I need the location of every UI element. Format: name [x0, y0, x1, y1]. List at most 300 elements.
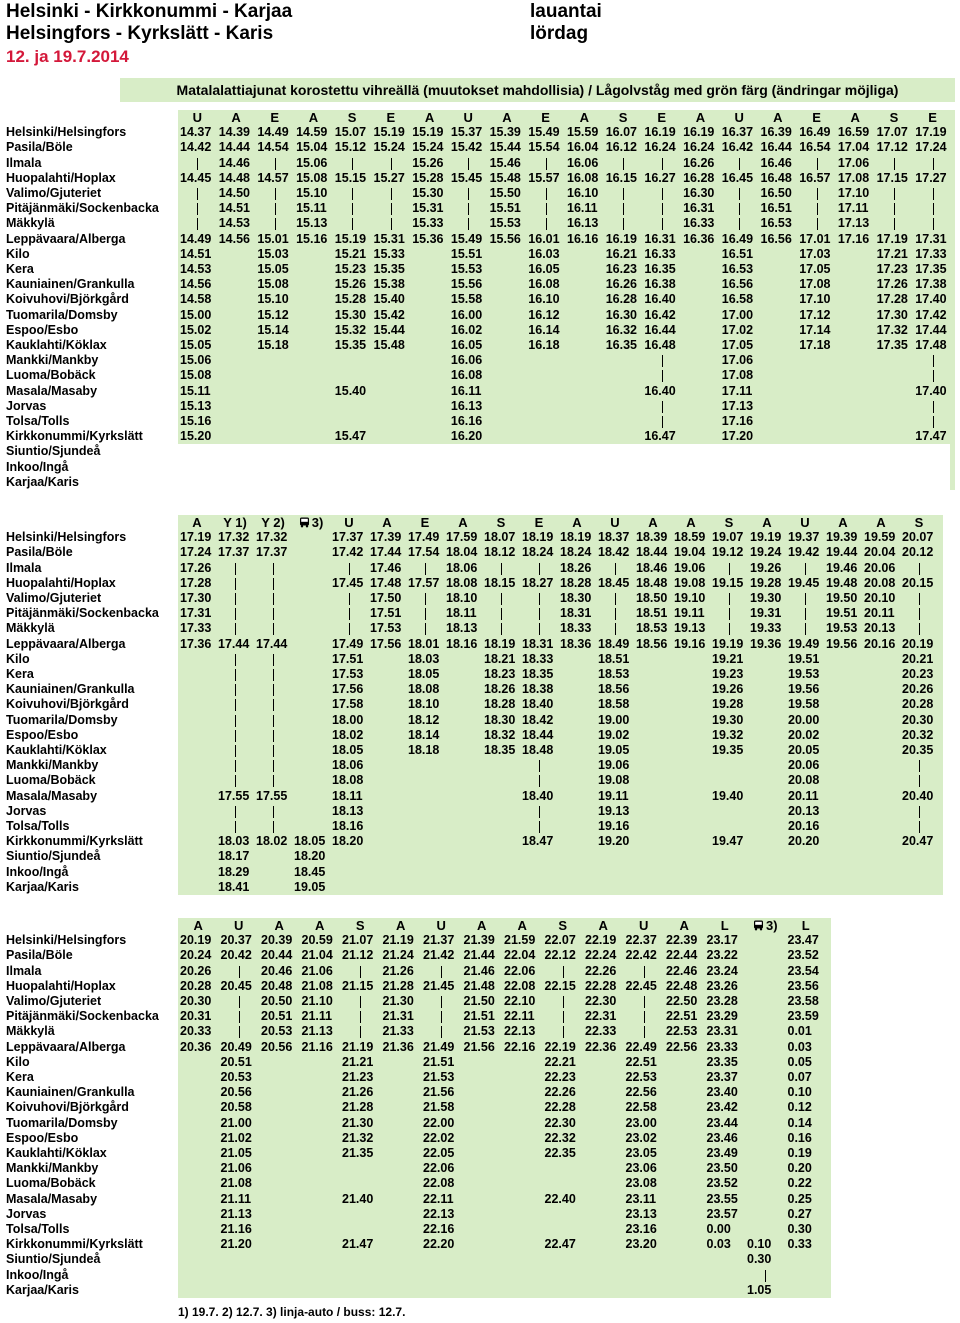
passes-through-bar — [273, 745, 274, 757]
departure-time: 19.12 — [712, 545, 744, 560]
passes-through-bar — [501, 593, 502, 605]
departure-time: 17.14 — [799, 322, 831, 337]
departure-time: 16.36 — [683, 231, 715, 246]
departure-time: 23.40 — [706, 1085, 738, 1100]
departure-time: 16.28 — [605, 292, 637, 307]
departure-time: 20.13 — [788, 803, 820, 818]
departure-time: 19.13 — [598, 803, 630, 818]
departure-time: 17.10 — [799, 292, 831, 307]
service-code-text: E — [534, 515, 544, 530]
station-name: Siuntio/Sjundeå — [6, 1252, 101, 1267]
service-code — [672, 515, 710, 530]
low-floor-banner: Matalalattiajunat korostettu vihreällä (muutokset mahdollisia) / Lågolvståg med grön färg (ändringar möjliga) — [120, 78, 955, 102]
departure-time: 18.16 — [332, 819, 364, 833]
departure-time: 16.23 — [605, 262, 637, 276]
passes-through-bar — [360, 1026, 361, 1038]
departure-time: 0.16 — [787, 1130, 812, 1145]
departure-time: 19.20 — [598, 834, 630, 849]
departure-time: 17.24 — [180, 545, 212, 560]
departure-time: 19.08 — [598, 773, 630, 788]
departure-time: 20.10 — [864, 591, 896, 605]
departure-time: 14.57 — [257, 170, 289, 185]
departure-time: 18.40 — [522, 697, 554, 712]
departure-time: 0.25 — [787, 1191, 812, 1206]
departure-time: 18.27 — [522, 575, 554, 590]
departure-time: 21.26 — [382, 963, 414, 978]
departure-time: 17.02 — [721, 322, 754, 337]
departure-time: 19.06 — [674, 560, 706, 575]
departure-time: 16.40 — [644, 383, 676, 398]
departure-time: 21.06 — [301, 963, 333, 978]
departure-time: 15.04 — [296, 140, 328, 155]
departure-time: 20.51 — [220, 1054, 252, 1069]
departure-time: 22.06 — [504, 963, 536, 978]
departure-time: 17.51 — [370, 606, 402, 621]
departure-time: 21.07 — [342, 933, 374, 948]
passes-through-bar — [441, 1026, 442, 1038]
departure-time: 0.20 — [787, 1161, 812, 1176]
service-code-text: U — [800, 515, 810, 530]
departure-time: 21.48 — [463, 978, 495, 993]
service-code — [624, 918, 665, 933]
departure-time: 22.53 — [625, 1070, 657, 1084]
departure-time: 18.19 — [522, 530, 554, 545]
station-name: Mankki/Mankby — [6, 758, 99, 773]
departure-time: 16.00 — [450, 307, 483, 322]
service-code-text: A — [458, 515, 468, 530]
passes-through-bar — [235, 669, 236, 681]
service-code — [565, 110, 604, 125]
departure-time: 16.50 — [760, 186, 792, 200]
station-name: Kauniainen/Grankulla — [6, 1085, 135, 1100]
departure-time: 16.56 — [760, 231, 792, 246]
departure-time: 16.18 — [528, 338, 560, 352]
departure-time: 16.33 — [644, 246, 676, 261]
departure-time: 18.36 — [560, 636, 592, 651]
service-code-text: A — [838, 515, 848, 530]
departure-time: 15.30 — [412, 186, 444, 200]
departure-time: 16.51 — [760, 201, 792, 216]
departure-time: 15.32 — [334, 322, 367, 337]
passes-through-bar — [441, 966, 442, 978]
service-code — [449, 110, 488, 125]
departure-time: 17.26 — [180, 560, 212, 575]
departure-time: 22.56 — [666, 1039, 698, 1054]
passes-through-bar — [441, 996, 442, 1008]
departure-time: 21.19 — [342, 1039, 374, 1054]
departure-time: 0.01 — [787, 1024, 812, 1039]
departure-time: 17.05 — [721, 338, 754, 352]
departure-time: 23.05 — [625, 1146, 657, 1160]
departure-time: 23.55 — [706, 1191, 738, 1206]
departure-time: 23.31 — [706, 1024, 738, 1039]
departure-time: 21.26 — [342, 1085, 374, 1100]
departure-time: 21.56 — [463, 1039, 495, 1054]
departure-time: 19.13 — [674, 621, 706, 636]
service-code-text: A — [502, 110, 512, 125]
departure-time: 20.53 — [220, 1070, 252, 1084]
passes-through-bar — [933, 401, 934, 413]
departure-time: 19.51 — [788, 651, 820, 666]
passes-through-bar — [468, 188, 469, 200]
departure-time: 18.39 — [636, 530, 668, 545]
service-code — [488, 110, 527, 125]
departure-time: 16.13 — [567, 216, 599, 231]
departure-time: 15.07 — [334, 125, 367, 140]
departure-time: 15.16 — [180, 414, 212, 428]
passes-through-bar — [739, 218, 740, 230]
departure-time: 15.19 — [334, 231, 367, 246]
passes-through-bar — [894, 203, 895, 215]
station-name: Mankki/Mankby — [6, 353, 99, 368]
service-code-text: U — [734, 110, 744, 125]
departure-time: 23.44 — [706, 1115, 738, 1130]
service-code — [913, 110, 952, 125]
passes-through-bar — [273, 669, 274, 681]
passes-through-bar — [539, 806, 540, 818]
departure-time: 17.51 — [332, 651, 364, 666]
departure-time: 19.45 — [788, 575, 820, 590]
passes-through-bar — [235, 684, 236, 696]
departure-time: 15.30 — [334, 307, 367, 322]
passes-through-bar — [239, 996, 240, 1008]
departure-time: 16.16 — [567, 231, 599, 246]
service-code-text: 3) — [311, 515, 324, 530]
departure-time: 21.19 — [382, 933, 414, 948]
departure-time: 15.28 — [334, 292, 367, 307]
passes-through-bar — [644, 1011, 645, 1023]
departure-time: 19.56 — [826, 636, 858, 651]
departure-time: 15.26 — [412, 155, 444, 170]
departure-time: 16.19 — [683, 125, 715, 140]
departure-time: 22.13 — [504, 1024, 536, 1039]
passes-through-bar — [425, 593, 426, 605]
departure-time: 17.18 — [799, 338, 831, 352]
station-name: Jorvas — [6, 803, 47, 818]
passes-through-bar — [425, 563, 426, 575]
departure-time: 18.08 — [446, 575, 478, 590]
station-name: Kera — [6, 667, 34, 681]
departure-time: 22.58 — [625, 1100, 657, 1115]
departure-time: 16.01 — [528, 231, 560, 246]
departure-time: 18.24 — [522, 545, 554, 560]
route-title-sv: Helsingfors - Kyrkslätt - Karis — [6, 23, 274, 44]
passes-through-bar — [235, 699, 236, 711]
passes-through-bar — [235, 608, 236, 620]
service-code-text: S — [618, 110, 628, 125]
departure-time: 18.33 — [560, 621, 592, 636]
departure-time: 17.05 — [799, 262, 831, 276]
passes-through-bar — [197, 158, 198, 170]
departure-time: 17.42 — [332, 545, 364, 560]
departure-time: 21.30 — [382, 994, 414, 1008]
departure-time: 16.08 — [567, 170, 599, 185]
departure-time: 18.05 — [332, 743, 364, 757]
departure-time: 15.40 — [373, 292, 405, 307]
departure-time: 22.37 — [625, 933, 657, 948]
departure-time: 20.21 — [902, 651, 934, 666]
station-name: Masala/Masaby — [6, 788, 98, 803]
departure-time: 23.35 — [706, 1054, 738, 1069]
passes-through-bar — [425, 623, 426, 635]
service-code — [462, 918, 503, 933]
departure-time: 18.35 — [484, 743, 516, 757]
departure-time: 19.23 — [712, 667, 744, 681]
station-name: Inkoo/Ingå — [6, 1267, 69, 1282]
departure-time: 15.00 — [180, 307, 212, 322]
departure-time: 19.19 — [750, 530, 782, 545]
service-code-text: E — [657, 110, 667, 125]
departure-time: 16.26 — [605, 277, 637, 292]
departure-time: 23.17 — [706, 933, 738, 948]
departure-time: 20.19 — [180, 933, 212, 948]
passes-through-bar — [615, 563, 616, 575]
departure-time: 23.00 — [625, 1115, 657, 1130]
departure-time: 15.31 — [412, 201, 444, 216]
service-code-text: L — [801, 918, 810, 933]
departure-time: 17.36 — [180, 636, 212, 651]
departure-time: 20.20 — [788, 834, 820, 849]
station-name: Pitäjänmäki/Sockenbacka — [6, 201, 159, 216]
departure-time: 16.24 — [644, 140, 676, 155]
departure-time: 15.11 — [296, 201, 327, 216]
departure-time: 20.04 — [864, 545, 896, 560]
departure-time: 17.19 — [180, 530, 212, 545]
departure-time: 15.18 — [257, 338, 289, 352]
departure-time: 22.16 — [504, 1039, 536, 1054]
departure-time: 22.10 — [504, 994, 536, 1008]
passes-through-bar — [729, 563, 730, 575]
departure-time: 19.11 — [598, 788, 629, 803]
departure-time: 15.35 — [334, 338, 367, 352]
departure-time: 23.58 — [787, 994, 819, 1008]
departure-time: 22.06 — [423, 1161, 455, 1176]
departure-time: 15.13 — [180, 398, 212, 413]
departure-time: 15.51 — [450, 246, 483, 261]
departure-time: 22.16 — [423, 1222, 455, 1236]
departure-time: 15.21 — [334, 246, 367, 261]
service-code-text: E — [420, 515, 430, 530]
departure-time: 21.08 — [220, 1176, 252, 1191]
passes-through-bar — [894, 188, 895, 200]
service-code-text: U — [463, 110, 473, 125]
passes-through-bar — [933, 355, 934, 367]
passes-through-bar — [349, 563, 350, 575]
departure-time: 22.36 — [585, 1039, 617, 1054]
passes-through-bar — [546, 218, 547, 230]
departure-time: 23.57 — [706, 1206, 738, 1221]
departure-time: 22.24 — [585, 948, 617, 963]
passes-through-bar — [235, 775, 236, 787]
departure-time: 21.49 — [423, 1039, 455, 1054]
passes-through-bar — [729, 593, 730, 605]
departure-time: 18.44 — [636, 545, 668, 560]
departure-time: 19.05 — [598, 743, 630, 757]
service-code — [875, 110, 914, 125]
departure-time: 14.56 — [180, 277, 212, 292]
departure-time: 16.10 — [567, 186, 599, 200]
service-code-text: A — [517, 918, 527, 933]
passes-through-bar — [933, 203, 934, 215]
station-name: Pasila/Böle — [6, 948, 73, 963]
departure-time: 22.48 — [666, 978, 698, 993]
passes-through-bar — [349, 593, 350, 605]
passes-through-bar — [615, 608, 616, 620]
departure-time: 15.33 — [373, 246, 405, 261]
departure-time: 19.46 — [826, 560, 858, 575]
departure-time: 19.53 — [788, 667, 820, 681]
passes-through-bar — [623, 203, 624, 215]
service-code-text: A — [396, 918, 406, 933]
departure-time: 15.15 — [334, 170, 367, 185]
departure-time: 22.05 — [423, 1146, 455, 1160]
station-name: Espoo/Esbo — [6, 727, 79, 742]
departure-time: 17.53 — [332, 667, 364, 681]
departure-time: 17.57 — [408, 575, 440, 590]
departure-time: 23.11 — [625, 1191, 657, 1206]
departure-time: 15.08 — [180, 368, 212, 383]
departure-time: 19.47 — [712, 834, 744, 849]
departure-time: 18.10 — [446, 591, 478, 605]
station-name: Leppävaara/Alberga — [6, 636, 126, 651]
departure-time: 15.54 — [528, 140, 560, 155]
service-code-text: A — [679, 918, 689, 933]
departure-time: 18.13 — [332, 803, 364, 818]
passes-through-bar — [919, 593, 920, 605]
departure-time: 17.13 — [721, 398, 754, 413]
service-code-text: A — [572, 515, 582, 530]
passes-through-bar — [468, 203, 469, 215]
departure-time: 17.30 — [876, 307, 908, 322]
service-code — [604, 110, 643, 125]
passes-through-bar — [501, 563, 502, 575]
departure-time: 0.10 — [787, 1085, 812, 1100]
departure-time: 19.31 — [750, 606, 782, 621]
departure-time: 0.33 — [787, 1237, 812, 1252]
departure-time: 17.46 — [370, 560, 402, 575]
departure-time: 22.33 — [585, 1024, 617, 1039]
passes-through-bar — [933, 188, 934, 200]
departure-time: 15.53 — [489, 216, 521, 231]
station-name: Kilo — [6, 1054, 30, 1069]
departure-time: 19.08 — [674, 575, 706, 590]
passes-through-bar — [441, 1011, 442, 1023]
departure-time: 17.35 — [876, 338, 908, 352]
departure-time: 18.23 — [484, 667, 516, 681]
departure-time: 17.08 — [837, 170, 870, 185]
passes-through-bar — [273, 654, 274, 666]
passes-through-bar — [273, 775, 274, 787]
departure-time: 19.30 — [712, 712, 744, 727]
departure-time: 18.45 — [294, 864, 326, 879]
departure-time: 17.03 — [799, 246, 831, 261]
departure-time: 19.59 — [864, 530, 896, 545]
departure-time: 17.55 — [218, 788, 250, 803]
service-code-text: S — [355, 918, 365, 933]
departure-time: 18.20 — [294, 849, 326, 864]
departure-time: 20.02 — [788, 727, 820, 742]
service-code — [333, 110, 372, 125]
station-name: Ilmala — [6, 963, 42, 978]
departure-time: 17.00 — [721, 307, 754, 322]
departure-time: 23.50 — [706, 1161, 738, 1176]
departure-time: 17.11 — [837, 201, 869, 216]
departure-time: 17.59 — [446, 530, 478, 545]
departure-time: 16.19 — [644, 125, 676, 140]
service-code-text: S — [914, 515, 924, 530]
departure-time: 20.46 — [261, 963, 293, 978]
departure-time: 15.26 — [334, 277, 367, 292]
departure-time: 18.40 — [522, 788, 554, 803]
departure-time: 15.40 — [334, 383, 367, 398]
passes-through-bar — [352, 158, 353, 170]
departure-time: 19.06 — [598, 758, 630, 773]
departure-time: 20.28 — [180, 978, 212, 993]
service-code — [421, 918, 462, 933]
departure-time: 18.16 — [446, 636, 478, 651]
service-code-text: U — [436, 918, 446, 933]
departure-time: 19.58 — [788, 697, 820, 712]
departure-time: 22.51 — [625, 1054, 657, 1069]
departure-time: 17.33 — [180, 621, 212, 636]
service-code-text: A — [192, 515, 202, 530]
departure-time: 16.12 — [605, 140, 637, 155]
departure-time: 18.53 — [636, 621, 668, 636]
departure-time: 17.08 — [721, 368, 754, 383]
departure-time: 16.47 — [644, 429, 676, 444]
passes-through-bar — [662, 370, 663, 382]
departure-time: 20.49 — [220, 1039, 252, 1054]
passes-through-bar — [235, 563, 236, 575]
departure-time: 0.12 — [787, 1100, 812, 1115]
departure-time: 14.37 — [180, 125, 212, 140]
departure-time: 15.47 — [334, 429, 367, 444]
departure-time: 17.16 — [721, 414, 754, 428]
passes-through-bar — [239, 966, 240, 978]
departure-time: 15.35 — [373, 262, 405, 276]
departure-time: 22.20 — [423, 1237, 455, 1252]
passes-through-bar — [197, 188, 198, 200]
departure-time: 17.48 — [370, 575, 402, 590]
departure-time: 18.48 — [636, 575, 668, 590]
departure-time: 19.44 — [826, 545, 858, 560]
station-name: Mäkkylä — [6, 1024, 55, 1039]
service-code — [444, 515, 482, 530]
station-name: Tolsa/Tolls — [6, 819, 70, 833]
service-code — [642, 110, 681, 125]
departure-time: 17.04 — [837, 140, 870, 155]
service-code — [381, 918, 422, 933]
station-name: Kauniainen/Grankulla — [6, 682, 135, 697]
departure-time: 18.49 — [598, 636, 630, 651]
departure-time: 15.36 — [412, 231, 444, 246]
departure-time: 19.24 — [750, 545, 782, 560]
departure-time: 22.39 — [666, 933, 698, 948]
passes-through-bar — [539, 760, 540, 772]
departure-time: 18.24 — [560, 545, 592, 560]
departure-time: 21.51 — [423, 1054, 455, 1069]
departure-time: 19.42 — [788, 545, 820, 560]
departure-time: 20.15 — [902, 575, 934, 590]
day-fi: lauantai — [530, 1, 602, 22]
departure-time: 18.30 — [484, 712, 516, 727]
departure-time: 20.08 — [864, 575, 896, 590]
departure-time: 15.10 — [257, 292, 289, 307]
passes-through-bar — [273, 760, 274, 772]
service-code-text: A — [315, 918, 325, 933]
service-code — [300, 918, 341, 933]
departure-time: 18.41 — [218, 879, 250, 894]
